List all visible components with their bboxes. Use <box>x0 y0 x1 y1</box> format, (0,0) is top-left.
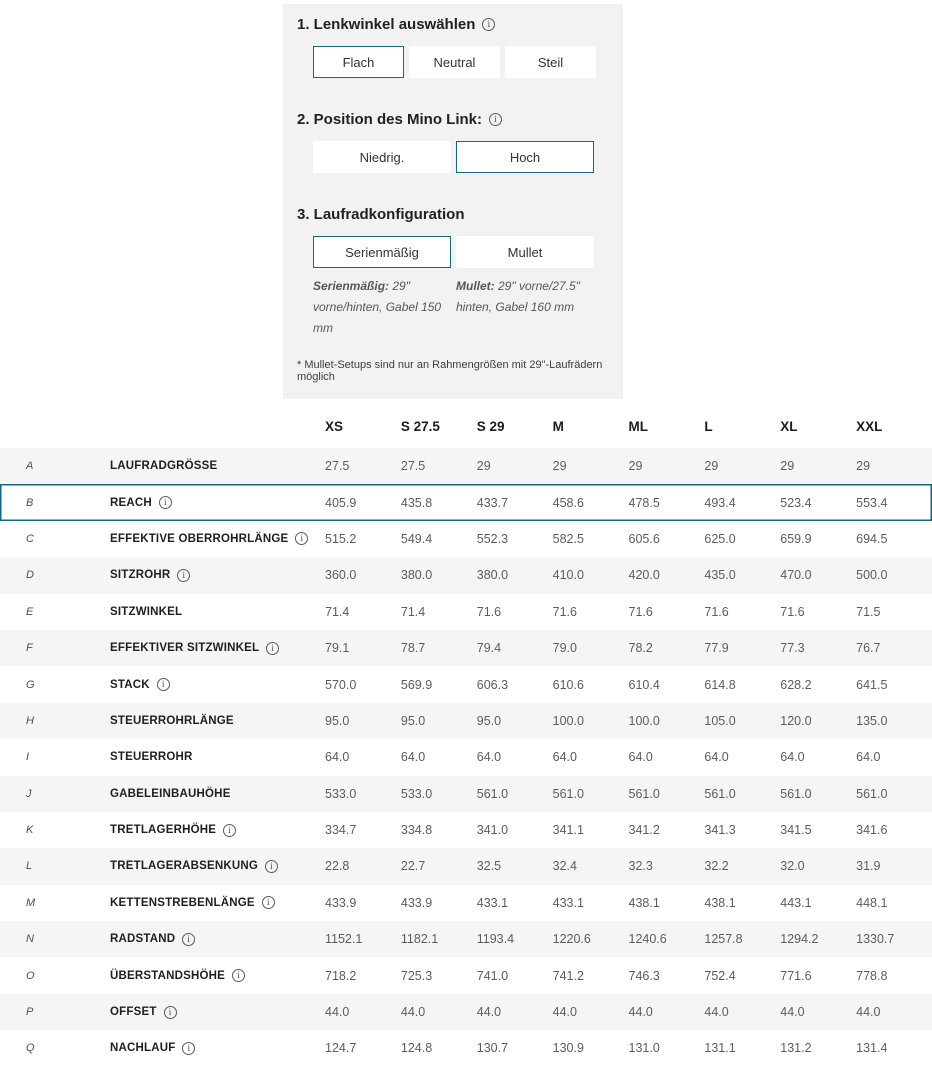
section-headangle <box>297 16 609 78</box>
geometry-value: 44.0 <box>552 1005 577 1020</box>
geometry-value: 641.5 <box>856 677 888 692</box>
geometry-value: 443.1 <box>780 895 812 910</box>
row-letter: H <box>26 714 34 727</box>
geometry-value: 405.9 <box>325 495 357 510</box>
geometry-value: 64.0 <box>400 750 426 765</box>
column-header: S 29 <box>476 418 505 434</box>
geometry-value: 29 <box>856 459 871 474</box>
geometry-value: 470.0 <box>780 568 812 583</box>
info-icon[interactable] <box>164 1006 177 1019</box>
row-letter: K <box>26 824 34 837</box>
row-letter: N <box>26 933 34 946</box>
geometry-value: 79.0 <box>552 641 577 656</box>
geometry-value: 64.0 <box>552 750 577 765</box>
geometry-value: 71.5 <box>856 604 881 619</box>
row-letter: M <box>26 896 36 909</box>
info-icon[interactable] <box>182 933 195 946</box>
geometry-value: 95.0 <box>325 713 350 728</box>
column-header: L <box>704 418 713 434</box>
table-row[interactable] <box>0 994 932 1030</box>
row-label <box>110 860 325 873</box>
row-label-text: GABELEINBAUHÖHE <box>110 787 231 800</box>
row-label-text: RADSTAND <box>110 933 176 946</box>
description-text: 29" vorne/27.5" hinten, Gabel 160 mm <box>456 279 580 314</box>
table-row[interactable] <box>0 776 932 812</box>
row-label <box>110 969 325 982</box>
description-serienmaessig <box>313 276 451 339</box>
geometry-value: 44.0 <box>628 1005 653 1020</box>
geometry-value: 120.0 <box>780 713 812 728</box>
description-mullet <box>456 276 594 339</box>
geometry-value: 606.3 <box>476 677 509 692</box>
row-label-text: KETTENSTREBENLÄNGE <box>110 896 255 909</box>
table-body <box>0 448 932 1067</box>
option-serienmaessig[interactable]: Serienmäßig <box>313 236 451 268</box>
table-row[interactable] <box>0 448 932 484</box>
table-row[interactable] <box>0 848 932 884</box>
geometry-value: 64.0 <box>856 750 881 765</box>
geometry-value: 341.5 <box>780 823 812 838</box>
info-icon[interactable] <box>232 969 245 982</box>
geometry-value: 44.0 <box>856 1005 881 1020</box>
row-label-text: TRETLAGERHÖHE <box>110 824 217 837</box>
geometry-value: 29 <box>704 459 719 474</box>
table-header-row <box>0 404 932 448</box>
row-letter: B <box>26 496 34 509</box>
geometry-value: 95.0 <box>476 713 502 728</box>
configurator-panel <box>283 4 623 399</box>
geometry-value: 135.0 <box>856 713 888 728</box>
option-neutral[interactable]: Neutral <box>409 46 500 78</box>
row-label <box>110 824 325 837</box>
row-label <box>110 642 325 655</box>
row-label-text: STEUERROHR <box>110 751 193 764</box>
geometry-value: 1294.2 <box>780 932 819 947</box>
row-label <box>110 460 325 472</box>
info-icon[interactable] <box>482 18 495 31</box>
geometry-value: 778.8 <box>856 968 888 983</box>
geometry-value: 433.9 <box>400 895 433 910</box>
section-headangle-title <box>297 16 609 33</box>
geometry-value: 32.0 <box>780 859 805 874</box>
geometry-value: 694.5 <box>856 531 888 546</box>
option-mullet[interactable]: Mullet <box>456 236 594 268</box>
info-icon[interactable] <box>182 1042 195 1055</box>
geometry-value: 341.1 <box>552 823 584 838</box>
row-letter: C <box>26 532 34 545</box>
row-letter: I <box>26 751 30 764</box>
geometry-value: 605.6 <box>628 531 660 546</box>
geometry-value: 478.5 <box>628 495 660 510</box>
geometry-value: 78.2 <box>628 641 653 656</box>
geometry-value: 533.0 <box>325 786 357 801</box>
row-label <box>110 532 325 545</box>
table-row[interactable] <box>0 703 932 739</box>
geometry-value: 610.4 <box>628 677 660 692</box>
column-header: ML <box>628 418 648 434</box>
info-icon[interactable] <box>157 678 170 691</box>
geometry-value: 610.6 <box>552 677 584 692</box>
geometry-value: 44.0 <box>476 1005 502 1020</box>
row-label <box>110 788 325 800</box>
geometry-value: 44.0 <box>704 1005 729 1020</box>
geometry-value: 493.4 <box>704 495 736 510</box>
row-letter: F <box>26 642 33 655</box>
option-hoch[interactable]: Hoch <box>456 141 594 173</box>
geometry-value: 64.0 <box>325 750 350 765</box>
geometry-value: 22.8 <box>325 859 350 874</box>
row-label <box>110 606 325 618</box>
row-label <box>110 896 325 909</box>
geometry-value: 433.1 <box>476 895 509 910</box>
geometry-value: 341.2 <box>628 823 660 838</box>
geometry-value: 500.0 <box>856 568 888 583</box>
geometry-value: 79.1 <box>325 641 350 656</box>
table-row[interactable] <box>0 885 932 921</box>
section-minolink-title-text: 2. Position des Mino Link: <box>297 111 483 128</box>
geometry-value: 29 <box>628 459 643 474</box>
geometry-value: 29 <box>476 459 491 474</box>
geometry-value: 77.9 <box>704 641 729 656</box>
geometry-value: 29 <box>552 459 567 474</box>
row-label <box>110 678 325 691</box>
geometry-value: 561.0 <box>704 786 736 801</box>
row-label <box>110 1006 325 1019</box>
row-label <box>110 1042 325 1055</box>
geometry-value: 71.4 <box>400 604 426 619</box>
table-row[interactable] <box>0 921 932 957</box>
geometry-value: 628.2 <box>780 677 812 692</box>
table-row[interactable] <box>0 1030 932 1066</box>
geometry-value: 71.6 <box>704 604 729 619</box>
geometry-value: 71.4 <box>325 604 350 619</box>
info-icon[interactable] <box>266 642 279 655</box>
option-flach[interactable]: Flach <box>313 46 404 78</box>
geometry-value: 32.4 <box>552 859 577 874</box>
geometry-value: 100.0 <box>628 713 660 728</box>
geometry-value: 341.6 <box>856 823 888 838</box>
column-header: M <box>552 418 564 434</box>
geometry-value: 569.9 <box>400 677 433 692</box>
table-row[interactable] <box>0 812 932 848</box>
section-minolink-title <box>297 111 609 128</box>
geometry-value: 131.2 <box>780 1041 812 1056</box>
geometry-value: 32.2 <box>704 859 729 874</box>
geometry-value: 433.1 <box>552 895 584 910</box>
geometry-value: 438.1 <box>704 895 736 910</box>
row-letter: O <box>26 969 35 982</box>
geometry-value: 360.0 <box>325 568 357 583</box>
option-niedrig[interactable]: Niedrig. <box>313 141 451 173</box>
table-row[interactable] <box>0 557 932 593</box>
row-label-text: NACHLAUF <box>110 1042 176 1055</box>
geometry-value: 435.8 <box>400 495 433 510</box>
geometry-value: 64.0 <box>628 750 653 765</box>
geometry-value: 27.5 <box>325 459 350 474</box>
geometry-value: 131.4 <box>856 1041 888 1056</box>
geometry-value: 549.4 <box>400 531 433 546</box>
geometry-value: 561.0 <box>552 786 584 801</box>
table-row[interactable] <box>0 957 932 993</box>
column-header: XS <box>325 418 344 434</box>
row-label-text: STACK <box>110 678 150 691</box>
geometry-value: 334.7 <box>325 823 357 838</box>
geometry-value: 718.2 <box>325 968 357 983</box>
geometry-value: 420.0 <box>628 568 660 583</box>
row-label <box>110 715 325 727</box>
description-term: Serienmäßig: <box>313 279 390 293</box>
geometry-value: 44.0 <box>780 1005 805 1020</box>
row-letter: Q <box>26 1042 35 1055</box>
row-label-text: LAUFRADGRÖSSE <box>110 460 218 473</box>
column-header: XXL <box>856 418 883 434</box>
geometry-value: 76.7 <box>856 641 881 656</box>
geometry-value: 741.2 <box>552 968 584 983</box>
geometry-value: 561.0 <box>780 786 812 801</box>
table-row[interactable] <box>0 484 932 520</box>
geometry-value: 752.4 <box>704 968 736 983</box>
row-label <box>110 751 325 763</box>
description-term: Mullet: <box>456 279 495 293</box>
table-row[interactable] <box>0 521 932 557</box>
geometry-value: 130.9 <box>552 1041 584 1056</box>
info-icon[interactable] <box>262 896 275 909</box>
row-label-text: REACH <box>110 496 152 509</box>
geometry-value: 78.7 <box>400 641 426 656</box>
geometry-value: 29 <box>780 459 795 474</box>
geometry-value: 433.9 <box>325 895 357 910</box>
geometry-value: 746.3 <box>628 968 660 983</box>
geometry-value: 1182.1 <box>400 932 439 947</box>
geometry-value: 659.9 <box>780 531 812 546</box>
info-icon[interactable] <box>159 496 172 509</box>
geometry-value: 1193.4 <box>476 932 515 947</box>
mullet-footnote: * Mullet-Setups sind nur an Rahmengrößen mit 29"-Laufrädern möglich <box>297 359 603 383</box>
row-letter: D <box>26 569 34 582</box>
geometry-value: 44.0 <box>325 1005 350 1020</box>
section-minolink <box>297 111 609 173</box>
geometry-value: 515.2 <box>325 531 357 546</box>
geometry-value: 71.6 <box>780 604 805 619</box>
row-label-text: ÜBERSTANDSHÖHE <box>110 969 226 982</box>
geometry-value: 553.4 <box>856 495 888 510</box>
geometry-value: 71.6 <box>628 604 653 619</box>
geometry-value: 22.7 <box>400 859 426 874</box>
geometry-value: 341.0 <box>476 823 509 838</box>
geometry-value: 725.3 <box>400 968 433 983</box>
table-row[interactable] <box>0 666 932 702</box>
geometry-value: 44.0 <box>400 1005 426 1020</box>
geometry-value: 380.0 <box>400 568 433 583</box>
row-letter: E <box>26 605 34 618</box>
geometry-value: 71.6 <box>552 604 577 619</box>
row-label-text: SITZWINKEL <box>110 605 183 618</box>
description-text: 29" vorne/hinten, Gabel 150 mm <box>313 279 442 335</box>
info-icon[interactable] <box>295 532 308 545</box>
geometry-value: 458.6 <box>552 495 584 510</box>
section-wheelconfig-title-text: 3. Laufradkonfiguration <box>297 206 465 223</box>
geometry-value: 561.0 <box>476 786 509 801</box>
info-icon[interactable] <box>223 824 236 837</box>
geometry-value: 435.0 <box>704 568 736 583</box>
info-icon[interactable] <box>489 113 502 126</box>
row-label <box>110 933 325 946</box>
row-letter: A <box>26 460 34 473</box>
geometry-value: 1257.8 <box>704 932 743 947</box>
section-wheelconfig <box>297 206 609 339</box>
geometry-value: 582.5 <box>552 531 584 546</box>
geometry-value: 64.0 <box>704 750 729 765</box>
geometry-value: 71.6 <box>476 604 502 619</box>
geometry-value: 124.7 <box>325 1041 357 1056</box>
option-steil[interactable]: Steil <box>505 46 596 78</box>
geometry-value: 131.1 <box>704 1041 736 1056</box>
geometry-value: 341.3 <box>704 823 736 838</box>
geometry-value: 561.0 <box>856 786 888 801</box>
geometry-value: 27.5 <box>400 459 426 474</box>
geometry-value: 334.8 <box>400 823 433 838</box>
geometry-value: 438.1 <box>628 895 660 910</box>
geometry-value: 523.4 <box>780 495 812 510</box>
geometry-value: 1330.7 <box>856 932 895 947</box>
geometry-value: 130.7 <box>476 1041 509 1056</box>
geometry-value: 410.0 <box>552 568 584 583</box>
row-label-text: EFFEKTIVER SITZWINKEL <box>110 642 260 655</box>
geometry-value: 570.0 <box>325 677 357 692</box>
table-row[interactable] <box>0 630 932 666</box>
row-letter: G <box>26 678 35 691</box>
geometry-value: 131.0 <box>628 1041 660 1056</box>
row-label-text: OFFSET <box>110 1006 157 1019</box>
geometry-value: 448.1 <box>856 895 888 910</box>
row-label-text: SITZROHR <box>110 569 171 582</box>
geometry-value: 561.0 <box>628 786 660 801</box>
geometry-value: 105.0 <box>704 713 736 728</box>
row-label-text: STEUERROHRLÄNGE <box>110 714 234 727</box>
geometry-value: 614.8 <box>704 677 736 692</box>
geometry-value: 64.0 <box>780 750 805 765</box>
row-letter: J <box>26 787 32 800</box>
row-letter: P <box>26 1006 34 1019</box>
section-wheelconfig-title <box>297 206 609 223</box>
row-letter: L <box>26 860 33 873</box>
table-row[interactable] <box>0 594 932 630</box>
info-icon[interactable] <box>177 569 190 582</box>
geometry-value: 1220.6 <box>552 932 591 947</box>
geometry-value: 31.9 <box>856 859 881 874</box>
row-label <box>110 496 325 509</box>
row-label-text: TRETLAGERABSENKUNG <box>110 860 258 873</box>
geometry-value: 533.0 <box>400 786 433 801</box>
table-row[interactable] <box>0 739 932 775</box>
row-label-text: EFFEKTIVE OBERROHRLÄNGE <box>110 532 289 545</box>
section-headangle-title-text: 1. Lenkwinkel auswählen <box>297 16 476 33</box>
geometry-value: 124.8 <box>400 1041 433 1056</box>
column-header: XL <box>780 418 798 434</box>
geometry-value: 1152.1 <box>325 932 363 947</box>
geometry-value: 1240.6 <box>628 932 667 947</box>
geometry-value: 552.3 <box>476 531 509 546</box>
geometry-value: 380.0 <box>476 568 509 583</box>
geometry-value: 79.4 <box>476 641 502 656</box>
geometry-value: 771.6 <box>780 968 812 983</box>
geometry-value: 95.0 <box>400 713 426 728</box>
column-header: S 27.5 <box>400 418 440 434</box>
info-icon[interactable] <box>265 860 278 873</box>
geometry-value: 100.0 <box>552 713 584 728</box>
geometry-value: 77.3 <box>780 641 805 656</box>
row-label <box>110 569 325 582</box>
geometry-value: 64.0 <box>476 750 502 765</box>
geometry-value: 32.3 <box>628 859 653 874</box>
geometry-value: 433.7 <box>476 495 509 510</box>
geometry-value: 625.0 <box>704 531 736 546</box>
geometry-table <box>0 404 932 1067</box>
geometry-value: 32.5 <box>476 859 502 874</box>
geometry-value: 741.0 <box>476 968 509 983</box>
